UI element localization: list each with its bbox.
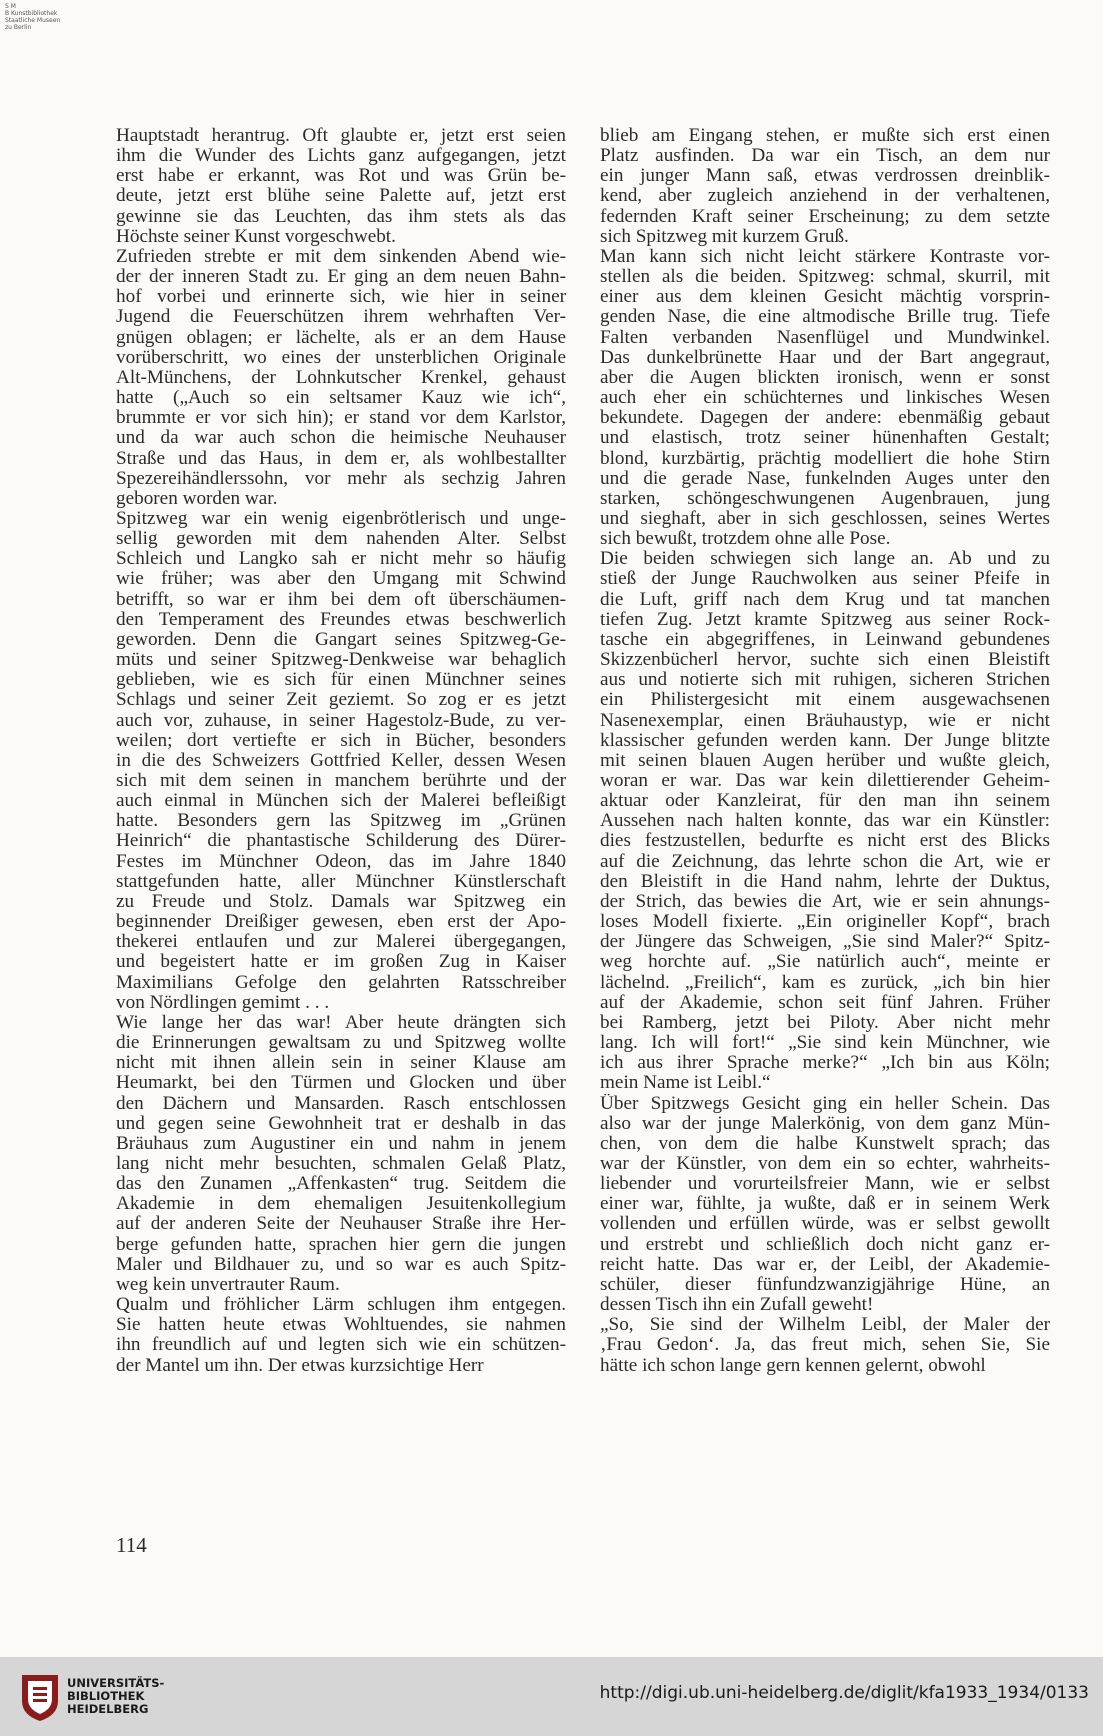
text-line: von Nördlingen gemimt . . . xyxy=(116,992,330,1013)
text-line: Bräuhaus zum Augustiner ein und nahm in jenem xyxy=(116,1133,566,1154)
text-line: die Erinnerungen gewaltsam zu und Spitzweg wollte xyxy=(116,1033,566,1054)
text-line: einer war, fühlte, ja wußte, daß er in seinem Werk xyxy=(600,1194,1050,1215)
text-line: gnügen oblagen; er lächelte, als er an dem Hause xyxy=(116,327,566,348)
library-name xyxy=(67,1677,164,1716)
text-line: ein Philistergesicht mit einem ausgewachsenen xyxy=(600,690,1050,711)
text-line: sich bewußt, trotzdem ohne alle Pose. xyxy=(600,529,891,550)
text-line: bei Ramberg, jetzt bei Piloty. Aber nicht mehr xyxy=(600,1012,1050,1033)
text-line: stattgefunden hatte, aller Münchner Künstlerschaft xyxy=(116,871,566,892)
text-line: und die gerade Nase, funkelnden Auges unter den xyxy=(600,468,1050,489)
text-line: weg kein unvertrauter Raum. xyxy=(116,1274,340,1295)
text-line: der Mantel um ihn. Der etwas kurzsichtige Herr xyxy=(116,1355,484,1376)
text-line: Die beiden schwiegen sich lange an. Ab und zu xyxy=(600,549,1050,570)
text-line: auf der anderen Seite der Neuhauser Straße ihre Her- xyxy=(116,1214,566,1235)
text-line: in die des Schweizers Gottfried Keller, dessen Wesen xyxy=(116,750,566,771)
text-line: und elastisch, trotz seiner hünenhaften Gestalt; xyxy=(600,428,1050,449)
text-line: kend, aber zugleich anziehend in der verhaltenen, xyxy=(600,186,1050,207)
text-line: müts und seiner Spitzweg-Denkweise war behaglich xyxy=(116,650,566,671)
library-name-line: HEIDELBERG xyxy=(67,1702,149,1716)
text-line: mein Name ist Leibl.“ xyxy=(600,1073,771,1094)
text-line: und gegen seine Gewohnheit trat er deshalb in das xyxy=(116,1113,566,1134)
text-line: Platz ausfinden. Da war ein Tisch, an dem nur xyxy=(600,146,1050,167)
text-line: Jugend die Feuerschützen ihrem wehrhaften Ver- xyxy=(116,307,566,328)
text-line: einer aus dem kleinen Gesicht mächtig vorsprin- xyxy=(600,287,1050,308)
library-name-line: UNIVERSITÄTS- xyxy=(67,1676,165,1690)
text-line: Aussehen nach halten konnte, das war ein Künstler: xyxy=(600,811,1050,832)
text-line: betrifft, so war er ihm bei dem oft überschäumen- xyxy=(116,589,566,610)
text-line: ihn freundlich auf und legten sich wie ein schützen- xyxy=(116,1335,566,1356)
text-line: woran er war. Das war kein dilettierender Geheim- xyxy=(600,771,1050,791)
text-line: nicht mit ihnen allein sein in seiner Klause am xyxy=(116,1053,566,1074)
text-line: dessen Tisch ihn ein Zufall geweht! xyxy=(600,1295,874,1316)
text-line: auch einmal in München sich der Malerei befleißigt xyxy=(116,791,566,812)
text-line: gewinne sie das Leuchten, das ihm stets als das xyxy=(116,206,566,227)
text-line: den Dächern und Mansarden. Rasch entschlossen xyxy=(116,1093,566,1114)
text-line: brummte er vor sich hin); er stand vor dem Karlstor, xyxy=(116,408,566,429)
text-line: stellen als die beiden. Spitzweg: schmal, skurril, mit xyxy=(600,267,1050,288)
text-line: Das dunkelbrünette Haar und der Bart angegraut, xyxy=(600,347,1050,368)
text-line: der Strich, das bewies die Art, wie er sein ahnungs- xyxy=(600,891,1050,912)
text-line: loses Modell fixierte. „Ein origineller Kopf“, brach xyxy=(600,912,1050,933)
text-line: die Luft, griff nach dem Krug und tat manchen xyxy=(600,589,1050,610)
text-line: und erstrebt und schließlich doch nicht ganz er- xyxy=(600,1234,1050,1255)
text-line: geboren worden war. xyxy=(116,488,278,509)
text-line: den Bleistift in die Hand nahm, lehrte der Duktus, xyxy=(600,871,1050,892)
text-line: hatte. Besonders gern las Spitzweg im „Grünen xyxy=(116,811,566,832)
text-line: weg horchte auf. „Sie natürlich auch“, meinte er xyxy=(600,952,1050,973)
text-line: war der Künstler, von dem ein so echter, wahrheits- xyxy=(600,1153,1050,1174)
text-line: chen, von dem die halbe Kunstwelt sprach; das xyxy=(600,1133,1050,1154)
text-line: Heinrich“ die phantastische Schilderung des Dürer- xyxy=(116,831,566,852)
text-line: Hauptstadt herantrug. Oft glaubte er, jetzt erst seien xyxy=(116,126,566,146)
left-text-column xyxy=(116,126,566,1376)
text-line: Wie lange her das war! Aber heute drängten sich xyxy=(116,1012,566,1033)
library-stamp xyxy=(5,3,85,31)
text-line: Schleich und Langko sah er nicht mehr so häufig xyxy=(116,549,566,570)
text-line: ein junger Mann saß, etwas verdrossen dreinblik- xyxy=(600,166,1050,187)
text-line: erst habe er erkannt, was Rot und was Grün be- xyxy=(116,166,566,187)
text-line: Alt-Münchens, der Lohnkutscher Krenkel, gehaust xyxy=(116,367,566,388)
text-line: blieb am Eingang stehen, er mußte sich erst einen xyxy=(600,126,1050,146)
text-line: hatte („Auch so ein seltsamer Kauz wie ich“, xyxy=(116,388,566,409)
text-line: Spitzweg war ein wenig eigenbrötlerisch und unge- xyxy=(116,508,566,529)
text-line: starken, schöngeschwungenen Augenbrauen, jung xyxy=(600,488,1050,509)
text-line: tasche ein abgegriffenes, in Leinwand gebundenes xyxy=(600,629,1050,650)
text-line: genden Nase, die eine altmodische Brille trug. Tiefe xyxy=(600,307,1050,328)
text-line: liebender und vorurteilsfreier Mann, wie er selbst xyxy=(600,1174,1050,1195)
text-line: lächelnd. „Freilich“, kam es zurück, „ich bin hier xyxy=(600,972,1050,993)
stamp-line: B Kunstbibliothek xyxy=(5,10,58,17)
text-line: Zufrieden strebte er mit dem sinkenden Abend wie- xyxy=(116,246,566,267)
text-line: den Temperament des Freundes etwas beschwerlich xyxy=(116,609,566,630)
text-line: geblieben, wie es sich für einen Münchner seines xyxy=(116,670,566,691)
text-line: sich mit dem seinen in manchem berührte und der xyxy=(116,771,566,791)
text-line: Nasenexemplar, einen Bräuhaustyp, wie er nicht xyxy=(600,710,1050,731)
text-line: bekundete. Dagegen der andere: ebenmäßig gebaut xyxy=(600,408,1050,429)
text-line: aktuar oder Kanzleirat, für den man ihn seinem xyxy=(600,791,1050,812)
text-line: reicht hatte. Das war er, der Leibl, der Akademie- xyxy=(600,1254,1050,1275)
text-line: schüler, dieser fünfundzwanzigjährige Hüne, an xyxy=(600,1274,1050,1295)
text-line: ihm die Wunder des Lichts ganz aufgegangen, jetzt xyxy=(116,146,566,167)
text-line: mit seinen blauen Augen herüber und wußte gleich, xyxy=(600,750,1050,771)
stamp-line: Staatliche Museen xyxy=(5,17,61,24)
text-line: Akademie in dem ehemaligen Jesuitenkollegium xyxy=(116,1194,566,1215)
right-text-column xyxy=(600,126,1050,1376)
text-line: stieß der Junge Rauchwolken aus seiner Pfeife in xyxy=(600,569,1050,590)
text-line: und begeistert hatte er im großen Zug in Kaiser xyxy=(116,952,566,973)
text-line: sellig geworden mit dem nahenden Alter. Selbst xyxy=(116,529,566,550)
page-number: 114 xyxy=(116,1533,147,1557)
text-line: „So, Sie sind der Wilhelm Leibl, der Maler der xyxy=(600,1315,1050,1336)
text-line: auch vor, zuhause, in seiner Hagestolz-Bude, zu ver- xyxy=(116,710,566,731)
text-line: tiefen Zug. Jetzt kramte Spitzweg aus seiner Rock- xyxy=(600,609,1050,630)
text-line: Falten verbanden Nasenflügel und Mundwinkel. xyxy=(600,327,1050,348)
text-line: thekerei entlaufen und zur Malerei übergegangen, xyxy=(116,932,566,953)
text-line: zu Freude und Stolz. Damals war Spitzweg ein xyxy=(116,891,566,912)
text-line: weilen; dort vertiefte er sich in Bücher, besonders xyxy=(116,730,566,751)
text-line: der der inneren Stadt zu. Er ging an dem neuen Bahn- xyxy=(116,267,566,288)
text-line: ‚Frau Gedon‘. Ja, das freut mich, sehen Sie, Sie xyxy=(600,1335,1050,1356)
text-line: aber die Augen blickten ironisch, wenn er sonst xyxy=(600,367,1050,388)
library-name-line: BIBLIOTHEK xyxy=(67,1689,145,1703)
text-line: geworden. Denn die Gangart seines Spitzweg-Ge- xyxy=(116,629,566,650)
text-line: sich Spitzweg mit kurzem Gruß. xyxy=(600,226,849,247)
text-line: Höchste seiner Kunst vorgeschwebt. xyxy=(116,226,396,247)
text-line: blond, kurzbärtig, prächtig modelliert die hohe Stirn xyxy=(600,448,1050,469)
text-line: auf die Zeichnung, das lehrte schon die Art, wie er xyxy=(600,851,1050,872)
text-line: Maximilians Gefolge den gelahrten Ratsschreiber xyxy=(116,972,566,993)
text-line: Spezereihändlerssohn, vor mehr als sechzig Jahren xyxy=(116,468,566,489)
text-line: also war der junge Malerkönig, von dem ganz Mün- xyxy=(600,1113,1050,1134)
text-line: Maler und Bildhauer zu, und so war es auch Spitz- xyxy=(116,1254,566,1275)
text-line: Heumarkt, bei den Türmen und Glocken und über xyxy=(116,1073,566,1094)
text-line: auf der Akademie, schon seit fünf Jahren. Früher xyxy=(600,992,1050,1013)
text-line: lang. Ich will fort!“ „Sie sind kein Münchner, wie xyxy=(600,1033,1050,1054)
text-line: Über Spitzwegs Gesicht ging ein heller Schein. Das xyxy=(600,1093,1050,1114)
text-line: das den Zunamen „Affenkasten“ trug. Seitdem die xyxy=(116,1174,566,1195)
text-line: hätte ich schon lange gern kennen gelernt, obwohl xyxy=(600,1355,986,1376)
text-line: Festes im Münchner Odeon, das im Jahre 1840 xyxy=(116,851,566,872)
text-line: dies festzustellen, bedurfte es nicht erst des Blicks xyxy=(600,831,1050,852)
university-seal-icon xyxy=(18,1671,62,1723)
text-line: berge gefunden hatte, sprachen hier gern die jungen xyxy=(116,1234,566,1255)
text-line: federnden Kraft seiner Erscheinung; zu dem setzte xyxy=(600,206,1050,227)
stamp-line: zu Berlin xyxy=(5,24,32,31)
text-line: Sie hatten heute etwas Wohltuendes, sie nahmen xyxy=(116,1315,566,1336)
text-line: und da war auch schon die heimische Neuhauser xyxy=(116,428,566,449)
text-line: der Jüngere das Schweigen, „Sie sind Maler?“ Spitz- xyxy=(600,932,1050,953)
text-line: Qualm und fröhlicher Lärm schlugen ihm entgegen. xyxy=(116,1295,566,1316)
text-line: deute, jetzt erst blühe seine Palette auf, jetzt erst xyxy=(116,186,566,207)
text-line: Straße und das Haus, in dem er, als wohlbestallter xyxy=(116,448,566,469)
text-line: vollenden und erfüllen würde, was er selbst gewollt xyxy=(600,1214,1050,1235)
text-line: wie früher; was aber den Umgang mit Schwind xyxy=(116,569,566,590)
text-line: beginnender Dreißiger gewesen, eben erst der Apo- xyxy=(116,912,566,933)
text-line: Man kann sich nicht leicht stärkere Kontraste vor- xyxy=(600,246,1050,267)
text-line: aus und notierte sich mit ruhigen, sicheren Strichen xyxy=(600,670,1050,691)
text-line: und sieghaft, aber in sich geschlossen, seines Wertes xyxy=(600,508,1050,529)
stamp-line: S M xyxy=(5,3,16,10)
text-line: Skizzenbücherl hervor, suchte sich einen Bleistift xyxy=(600,650,1050,671)
text-line: vorüberschritt, wo eines der unsterblichen Originale xyxy=(116,347,566,368)
text-line: auch eher ein schüchternes und linkisches Wesen xyxy=(600,388,1050,409)
text-line: ich aus ihrer Sprache merke?“ „Ich bin aus Köln; xyxy=(600,1053,1050,1074)
viewer-footer xyxy=(0,1657,1103,1736)
text-line: hof vorbei und erinnerte sich, wie hier in seiner xyxy=(116,287,566,308)
text-line: klassischer gefunden werden kann. Der Junge blitzte xyxy=(600,730,1050,751)
text-line: Schlags und seiner Zeit geziemt. So zog er es jetzt xyxy=(116,690,566,711)
permalink-url[interactable]: http://digi.ub.uni-heidelberg.de/diglit/kfa1933_1934/0133 xyxy=(599,1683,1089,1703)
text-line: lang nicht mehr besuchten, schmalen Gelaß Platz, xyxy=(116,1153,566,1174)
